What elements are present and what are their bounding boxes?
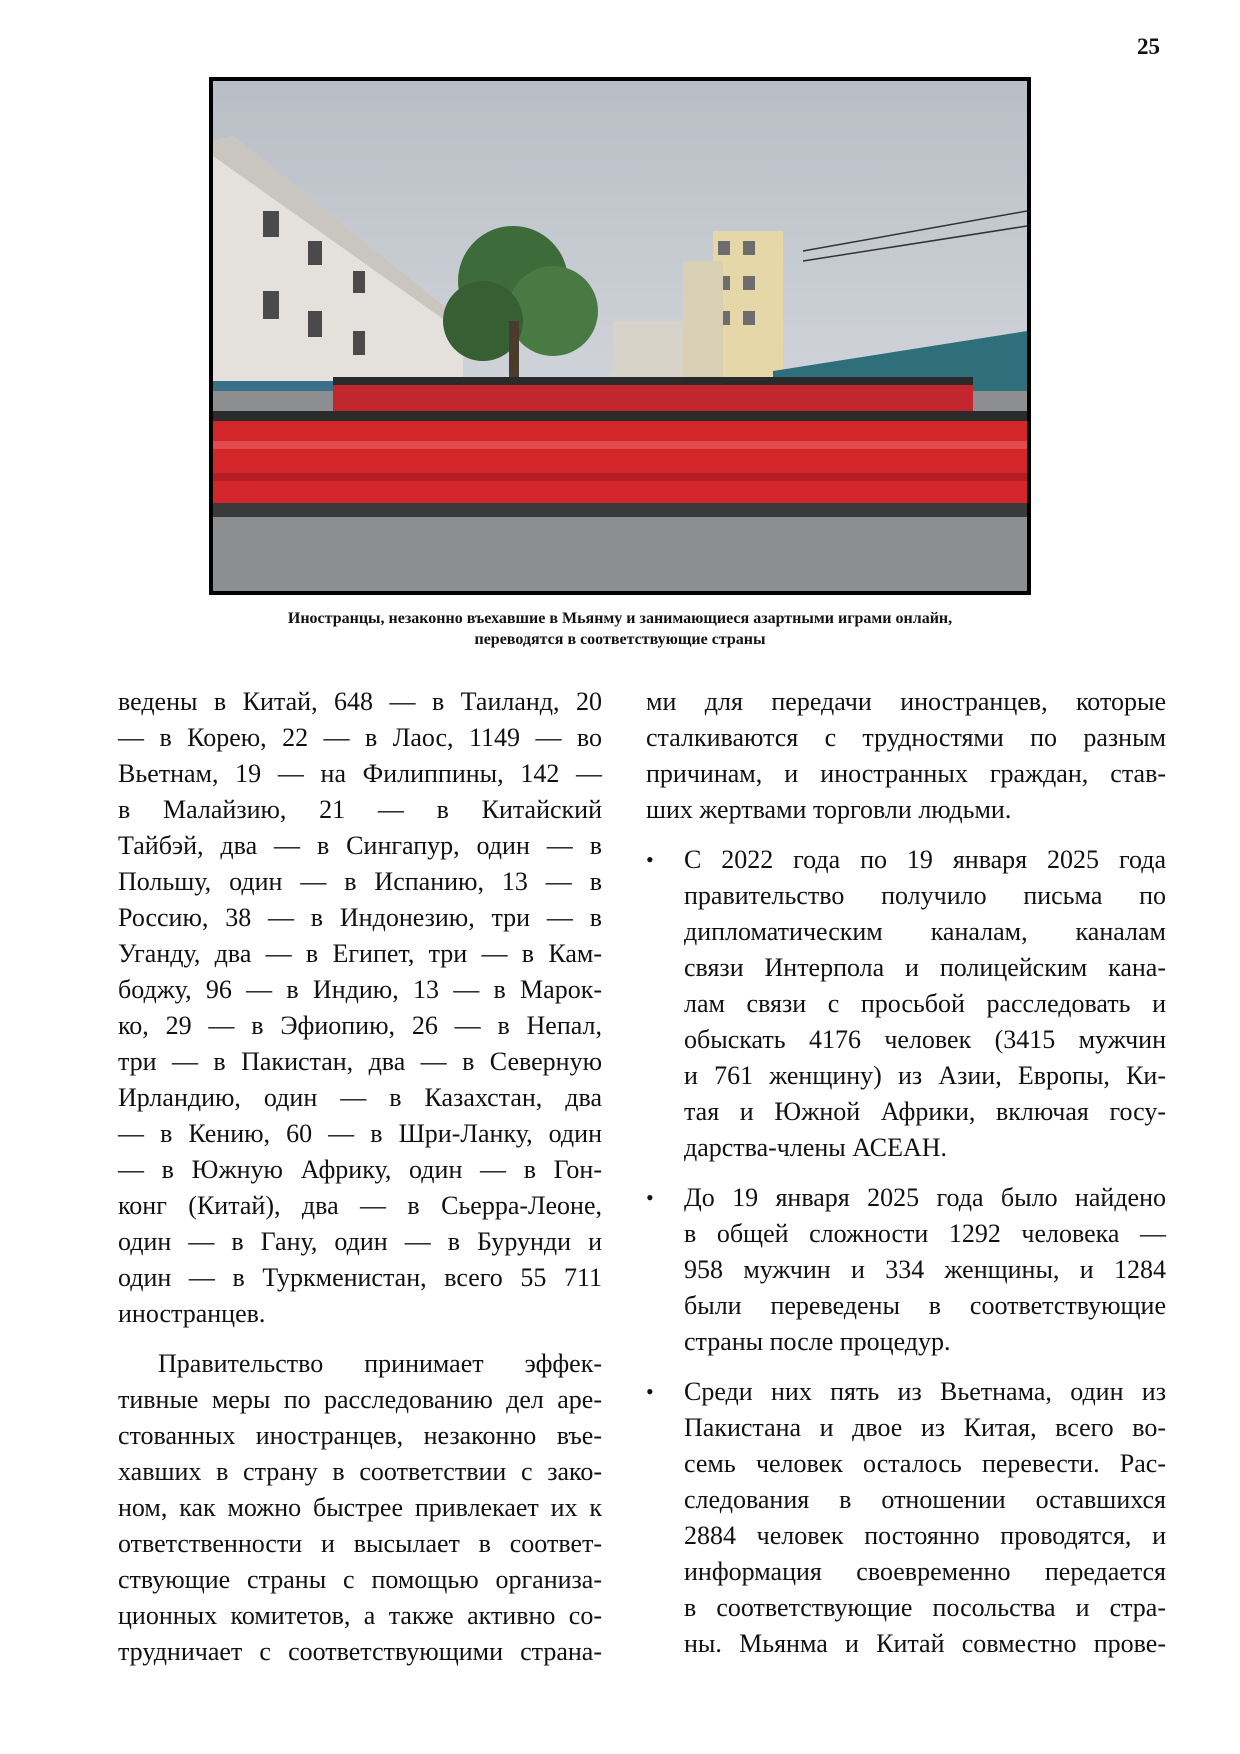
bullet-icon: •: [646, 1379, 654, 1404]
text-line: ционных комитетов, а также активно со-: [118, 1601, 602, 1630]
text-line: С 2022 года по 19 января 2025 года: [684, 845, 1166, 874]
text-line: конг (Китай), два — в Сьерра-Леоне,: [118, 1191, 602, 1220]
text-line: были переведены в соответствующие: [684, 1291, 1166, 1320]
text-line: в Малайзию, 21 — в Китайский: [118, 795, 602, 824]
text-line: Польшу, один — в Испанию, 13 — в: [118, 867, 602, 896]
text-line: ко, 29 — в Эфиопию, 26 — в Непал,: [118, 1011, 602, 1040]
text-line: ведены в Китай, 648 — в Таиланд, 20: [118, 687, 602, 716]
text-line: стованных иностранцев, незаконно въе-: [118, 1421, 602, 1450]
text-line: лам связи с просьбой расследовать и: [684, 989, 1166, 1018]
text-line: Уганду, два — в Египет, три — в Кам-: [118, 939, 602, 968]
text-line: причинам, и иностранных граждан, став-: [646, 759, 1166, 788]
text-line: Вьетнам, 19 — на Филиппины, 142 —: [118, 759, 602, 788]
bullet-item: [646, 842, 1166, 1166]
bullet-item: [646, 1180, 1166, 1360]
page-number: 25: [1137, 34, 1160, 59]
paragraph-government-measures: [118, 1346, 602, 1670]
text-line: 2884 человек постоянно проводятся, и: [684, 1521, 1166, 1550]
text-line: три — в Пакистан, два — в Северную: [118, 1047, 602, 1076]
text-line: ном, как можно быстрее привлекает их к: [118, 1493, 602, 1522]
text-line: боджу, 96 — в Индию, 13 — в Марок-: [118, 975, 602, 1004]
paragraph-continuation: [118, 684, 602, 1332]
caption-line: Иностранцы, незаконно въехавшие в Мьянму и занимающиеся азартными играми онлайн,: [287, 610, 953, 627]
text-line: Среди них пять из Вьетнама, один из: [684, 1377, 1166, 1406]
text-line: ших жертвами торговли людьми.: [646, 795, 1012, 824]
text-line: в соответствующие посольства и стра-: [684, 1593, 1166, 1622]
text-line: Ирландию, один — в Казахстан, два: [118, 1083, 602, 1112]
bullet-item: [646, 1374, 1166, 1662]
bullet-icon: •: [646, 847, 654, 872]
text-line: Тайбэй, два — в Сингапур, один — в: [118, 831, 602, 860]
text-line: правительство получило письма по: [684, 881, 1166, 910]
text-line: в общей сложности 1292 человека —: [684, 1219, 1166, 1248]
left-column: [118, 684, 602, 1670]
text-line: — в Кению, 60 — в Шри-Ланку, один: [118, 1119, 602, 1148]
photo-illustration: [213, 81, 1027, 591]
text-line: — в Южную Африку, один — в Гон-: [118, 1155, 602, 1184]
text-line: связи Интерпола и полицейским кана-: [684, 953, 1166, 982]
text-line: тая и Южной Африки, включая госу-: [684, 1097, 1166, 1126]
text-line: один — в Гану, один — в Бурунди и: [118, 1227, 602, 1256]
text-line: — в Корею, 22 — в Лаос, 1149 — во: [118, 723, 602, 752]
crowd-seated: [213, 411, 1027, 517]
text-line: Правительство принимает эффек-: [158, 1349, 602, 1378]
right-column: [646, 684, 1166, 1662]
text-line: и 761 женщину) из Азии, Европы, Ки-: [684, 1061, 1166, 1090]
text-line: ми для передачи иностранцев, которые: [646, 687, 1166, 716]
figure-caption: [120, 608, 1120, 650]
text-line: хавших в страну в соответствии с зако-: [118, 1457, 602, 1486]
text-line: 958 мужчин и 334 женщины, и 1284: [684, 1255, 1166, 1284]
text-line: ответственности и высылает в соответ-: [118, 1529, 602, 1558]
bullet-icon: •: [646, 1185, 654, 1210]
caption-line: переводятся в соответствующие страны: [474, 631, 766, 648]
text-line: обыскать 4176 человек (3415 мужчин: [684, 1025, 1166, 1054]
text-line: дарства-члены АСЕАН.: [684, 1133, 948, 1162]
text-line: ствующие страны с помощью организа-: [118, 1565, 602, 1594]
text-line: трудничает с соответствующими страна-: [118, 1637, 602, 1666]
text-line: семь человек осталось перевести. Рас-: [684, 1449, 1166, 1478]
text-line: Россию, 38 — в Индонезию, три — в: [118, 903, 602, 932]
text-line: информация своевременно передается: [684, 1557, 1166, 1586]
text-line: дипломатическим каналам, каналам: [684, 917, 1166, 946]
text-line: До 19 января 2025 года было найдено: [684, 1183, 1166, 1212]
text-line: иностранцев.: [118, 1299, 266, 1328]
text-line: страны после процедур.: [684, 1327, 951, 1356]
text-line: один — в Туркменистан, всего 55 711: [118, 1263, 602, 1292]
paragraph-continuation-right: [646, 684, 1166, 828]
news-photo: [209, 77, 1031, 595]
text-line: тивные меры по расследованию дел аре-: [118, 1385, 602, 1414]
text-line: сталкиваются с трудностями по разным: [646, 723, 1166, 752]
text-line: следования в отношении оставшихся: [684, 1485, 1166, 1514]
text-line: ны. Мьянма и Китай совместно прове-: [684, 1629, 1166, 1658]
text-line: Пакистана и двое из Китая, всего во-: [684, 1413, 1166, 1442]
